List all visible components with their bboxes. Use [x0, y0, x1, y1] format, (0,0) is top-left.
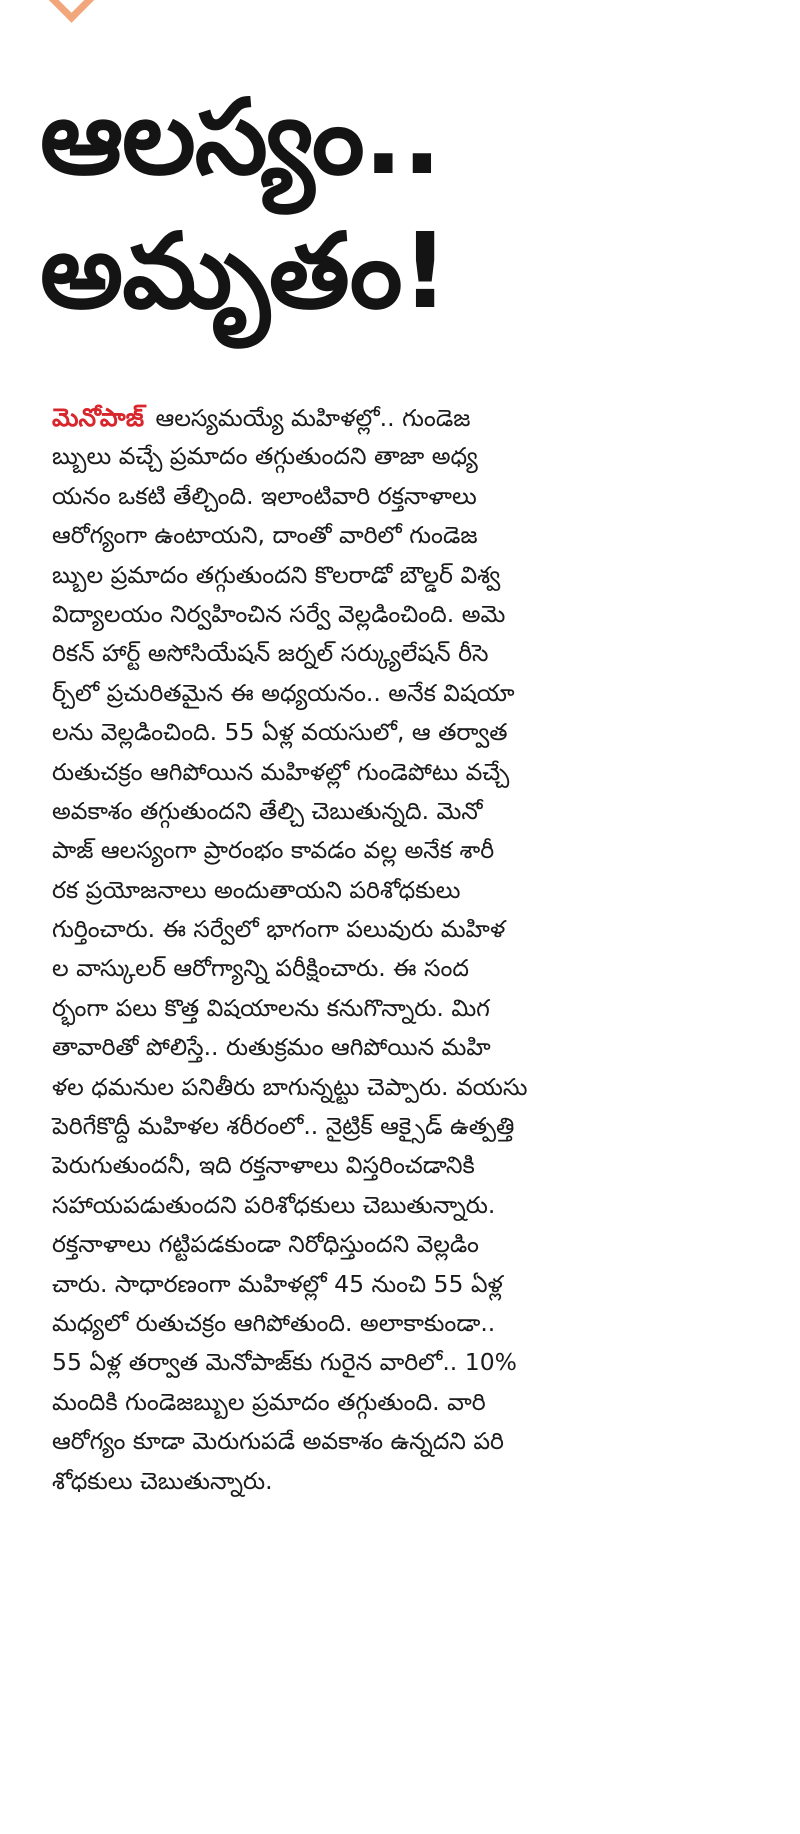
- article-line: రక్తనాళాలు గట్టిపడకుండా నిరోధిస్తుందని వెల్లడిం: [52, 1230, 479, 1259]
- headline-line-1: ఆలస్యం..: [40, 76, 441, 198]
- article-line: పెరుగుతుందనీ, ఇది రక్తనాళాలు విస్తరించడానికి: [52, 1151, 475, 1180]
- article-line: చారు. సాధారణంగా మహిళల్లో 45 నుంచి 55 ఏళ్ల: [52, 1269, 503, 1298]
- headline-line-2: అమృతం!: [40, 210, 448, 332]
- article-line: అవకాశం తగ్గుతుందని తేల్చి చెబుతున్నది. మెనో: [52, 796, 483, 825]
- article-body: [52, 398, 692, 1501]
- article-line: ర్చ్‌లో ప్రచురితమైన ఈ అధ్యయనం.. అనేక విషయా: [52, 678, 515, 707]
- article-line: తావారితో పోలిస్తే.. రుతుక్రమం ఆగిపోయిన మహి: [52, 1033, 491, 1062]
- article-line: ళల ధమనుల పనితీరు బాగున్నట్టు చెప్పారు. వయసు: [52, 1072, 528, 1101]
- article-line: ల వాస్కులర్ ఆరోగ్యాన్ని పరీక్షించారు. ఈ సంద: [52, 954, 469, 983]
- article-line: విద్యాలయం నిర్వహించిన సర్వే వెల్లడించింది. అమె: [52, 599, 506, 628]
- article-line: ఆరోగ్యంగా ఉంటాయని, దాంతో వారిలో గుండెజ: [52, 521, 478, 550]
- article-kicker: మెనోపాజ్: [52, 403, 144, 432]
- article-line: బ్బులు వచ్చే ప్రమాదం తగ్గుతుందని తాజా అధ్య: [52, 442, 478, 471]
- article-line: బ్బుల ప్రమాదం తగ్గుతుందని కొలరాడో బౌల్డర్ విశ్వ: [52, 560, 501, 589]
- article-line: లను వెల్లడించింది. 55 ఏళ్ల వయసులో, ఆ తర్వాత: [52, 718, 508, 747]
- article-line: రక ప్రయోజనాలు అందుతాయని పరిశోధకులు: [52, 875, 461, 904]
- article-line: శోధకులు చెబుతున్నారు.: [52, 1466, 273, 1495]
- article-line: మందికి గుండెజబ్బుల ప్రమాదం తగ్గుతుంది. వారి: [52, 1387, 486, 1416]
- article-line: ఆరోగ్యం కూడా మెరుగుపడే అవకాశం ఉన్నదని పరి: [52, 1427, 504, 1456]
- headline: [40, 70, 760, 338]
- decorative-chevron: [38, 0, 104, 23]
- article-line: మధ్యలో రుతుచక్రం ఆగిపోతుంది. అలాకాకుండా..: [52, 1308, 496, 1337]
- article-line: సహాయపడుతుందని పరిశోధకులు చెబుతున్నారు.: [52, 1190, 496, 1219]
- article-line: పాజ్ ఆలస్యంగా ప్రారంభం కావడం వల్ల అనేక శారీ: [52, 836, 495, 865]
- article-line: గుర్తించారు. ఈ సర్వేలో భాగంగా పలువురు మహిళ: [52, 915, 506, 944]
- article-line: ర్భంగా పలు కొత్త విషయాలను కనుగొన్నారు. మిగ: [52, 993, 490, 1022]
- article-line: పెరిగేకొద్దీ మహిళల శరీరంలో.. నైట్రిక్ ఆక్సైడ్ ఉత్పత్తి: [52, 1112, 515, 1141]
- article-line: 55 ఏళ్ల తర్వాత మెనోపాజ్‌కు గురైన వారిలో.. 10%: [52, 1348, 517, 1377]
- article-line: యనం ఒకటి తేల్చింది. ఇలాంటివారి రక్తనాళాలు: [52, 481, 477, 510]
- article-line: రికన్ హార్ట్ అసోసియేషన్ జర్నల్ సర్క్యులేషన్ రీసె: [52, 639, 489, 668]
- article-line-text: ఆలస్యమయ్యే మహిళల్లో.. గుండెజ: [155, 404, 471, 432]
- article-line: [52, 398, 692, 437]
- article-line: రుతుచక్రం ఆగిపోయిన మహిళల్లో గుండెపోటు వచ్చే: [52, 757, 510, 786]
